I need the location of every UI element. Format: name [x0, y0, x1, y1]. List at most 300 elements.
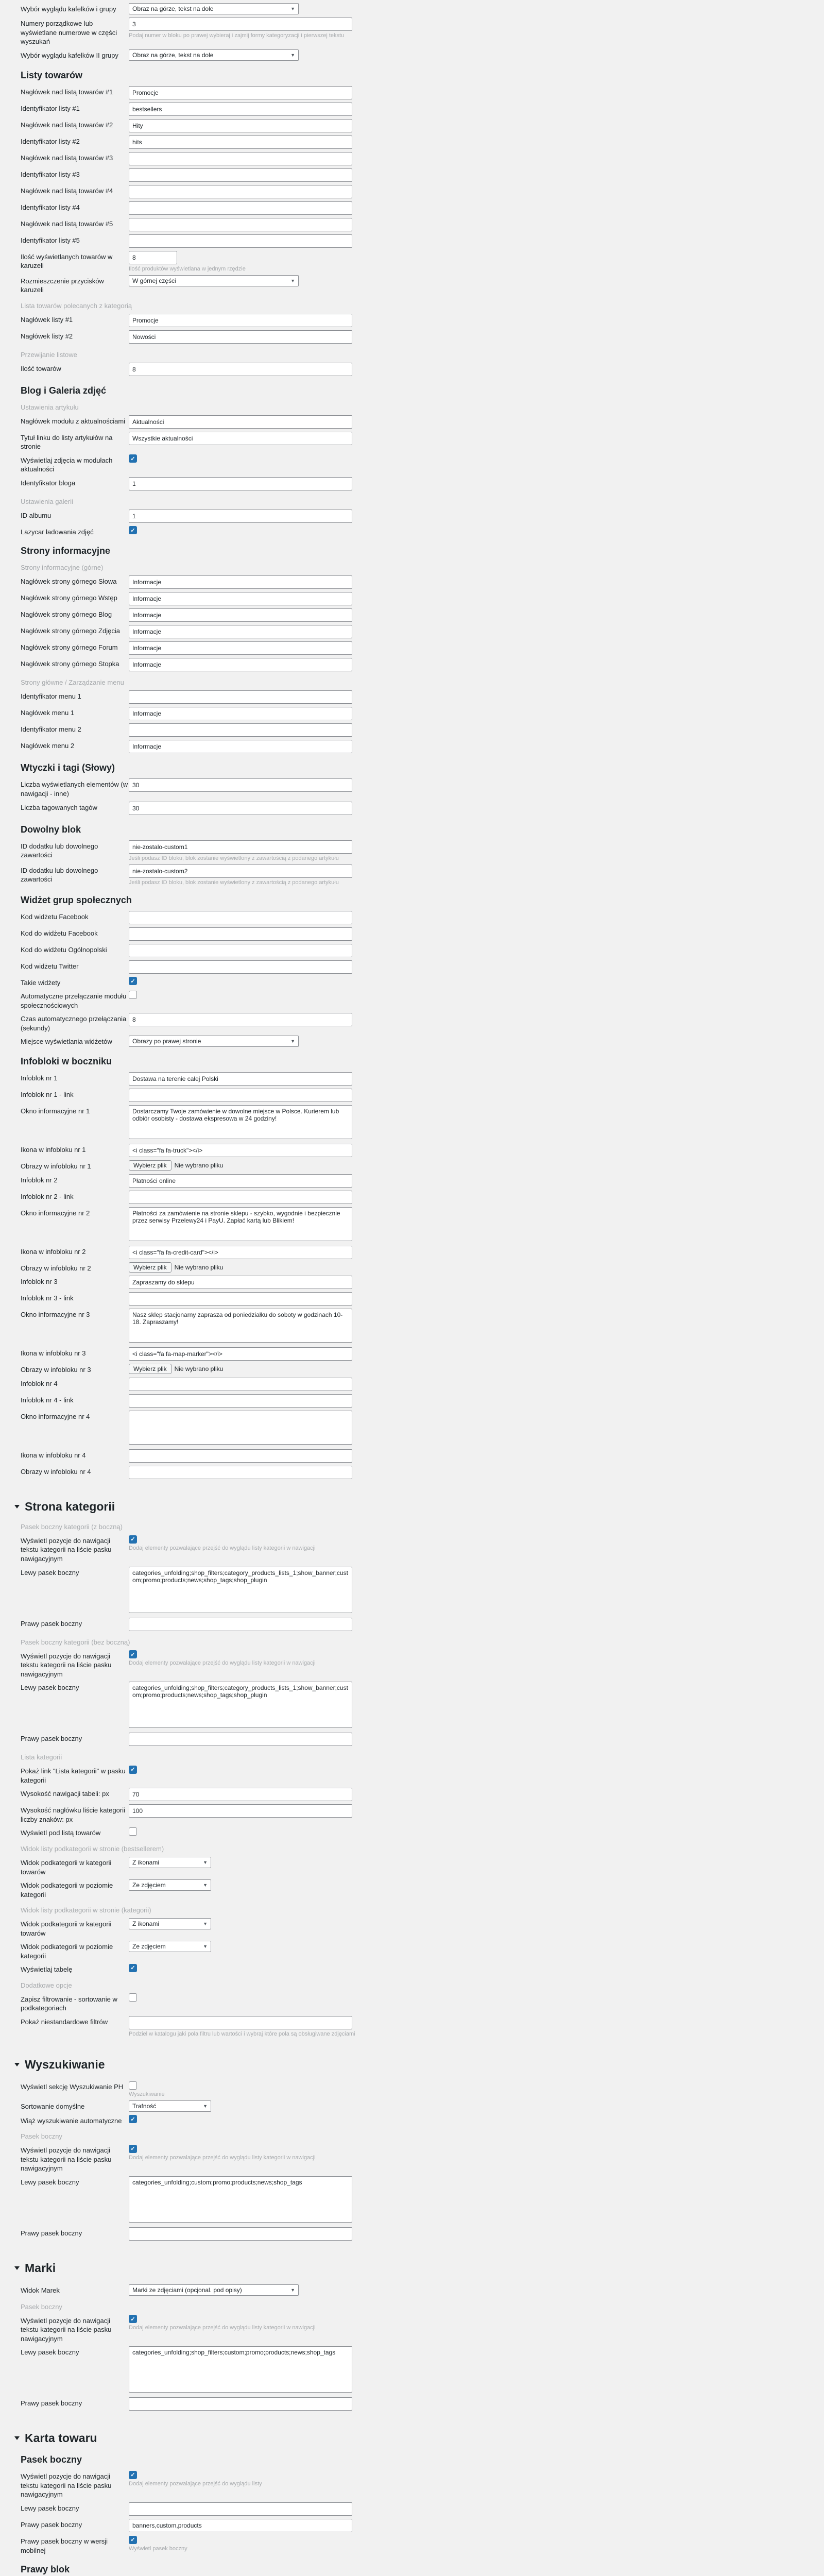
dowolny-1-input[interactable] [129, 865, 352, 878]
strony-4-row [21, 641, 824, 655]
widget-0-control [129, 911, 352, 924]
kategorie-2-input[interactable] [129, 1618, 352, 1631]
strony-menu-1-input[interactable] [129, 707, 352, 720]
listy-3-control [129, 135, 352, 149]
wyszukiwanie-0-checkbox[interactable] [129, 2081, 137, 2090]
kategorie-b-0-control [129, 1650, 316, 1667]
widget-0-label: Kod widżetu Facebook [21, 912, 89, 921]
kategorie-sel2-0-select[interactable] [129, 1918, 211, 1929]
karta-toggle[interactable] [14, 2431, 824, 2445]
wtyczki-0-input[interactable] [129, 778, 352, 792]
strony-1-label: Nagłówek strony górnego Wstęp [21, 594, 117, 602]
listy-5-control [129, 168, 352, 182]
top-2-control [129, 49, 299, 61]
widget-show-label: Takie widżety [21, 978, 61, 987]
kategorie-2-control [129, 1618, 352, 1631]
strony-0-row [21, 575, 824, 589]
widget-auto-checkbox[interactable] [129, 991, 137, 999]
wyszukiwanie-1-select-value: Trafność [132, 2102, 157, 2110]
kategorie-sel-0-select[interactable] [129, 1857, 211, 1868]
kategorie-0-checkbox[interactable]: ✓ [129, 1535, 137, 1544]
wyszukiwanie-0-label: Wyświetl sekcję Wyszukiwanie PH [21, 2082, 124, 2091]
listy-6-row [21, 185, 824, 198]
listy-count-hint: Ilość produktów wyświetlana w jednym rzędzie [129, 265, 246, 272]
widget-show-control [129, 977, 137, 986]
infoblok-7-control [129, 1207, 352, 1243]
infoblok-10-control [129, 1276, 352, 1289]
kategorie-1-row [21, 1567, 824, 1615]
kategorie-c-2-input[interactable] [129, 1804, 352, 1818]
strony-2-label: Nagłówek strony górnego Blog [21, 611, 112, 619]
infoblok-0-control [129, 1072, 352, 1086]
karta-pasek-1-input[interactable] [129, 2502, 352, 2516]
kategorie-sel2-0-select-value: Z ikonami [132, 1920, 160, 1928]
listy-6-control [129, 185, 352, 198]
infoblok-3-input[interactable] [129, 1144, 352, 1157]
kategorie-c-3-label: Wyświetl pod listą towarów [21, 1829, 101, 1837]
wyszukiwanie-2-control [129, 2115, 137, 2124]
infoblok-10-label: Infoblok nr 3 [21, 1278, 58, 1286]
strony-5-input[interactable] [129, 658, 352, 671]
listy-extra-0-control [129, 314, 352, 327]
infoblok-3-row [21, 1144, 824, 1157]
wtyczki-1-row [21, 802, 824, 815]
infoblok-12-control [129, 1309, 352, 1344]
strony-menu-3-input[interactable] [129, 740, 352, 753]
strony-4-control [129, 641, 352, 655]
kategorie-opt-0-row [21, 1993, 824, 2013]
infoblok-18-label: Ikona w infobloku nr 4 [21, 1451, 86, 1459]
widget-1-row [21, 927, 824, 941]
wtyczki-title: Wtyczki i tagi (Słowy) [21, 762, 115, 773]
dowolny-0-control [129, 840, 352, 861]
blog-album-label: ID albumu [21, 511, 52, 519]
infoblok-15-label: Infoblok nr 4 [21, 1379, 58, 1387]
karta-pasek-2-label: Prawy pasek boczny [21, 2521, 82, 2529]
kategorie-title: Strona kategorii [25, 1499, 115, 1513]
infobloki-title: Infobloki w boczniku [21, 1056, 112, 1067]
infoblok-2-control [129, 1105, 352, 1141]
kategorie-c-1-input[interactable] [129, 1788, 352, 1801]
listy-7-label: Identyfikator listy #4 [21, 203, 80, 211]
karta-pasek-0-row [21, 2470, 824, 2499]
listy-count-input[interactable] [129, 251, 177, 264]
strony-2-input[interactable] [129, 608, 352, 622]
listy-7-control [129, 201, 352, 215]
listy-9-control [129, 234, 352, 248]
top-1-hint: Podaj numer w bloku po prawej wybieraj i zajmij formy kategoryzacji i pierwszej tekstu [129, 32, 345, 39]
strony-menu-1-label: Nagłówek menu 1 [21, 709, 75, 717]
listy-8-input[interactable] [129, 218, 352, 231]
top-0-label: Wybór wyglądu kafelków i grupy [21, 5, 116, 13]
listy-count-row [21, 251, 824, 272]
chevron-down-icon: ▼ [290, 2287, 295, 2293]
kategorie-c-2-control [129, 1804, 352, 1818]
infoblok-3-control [129, 1144, 352, 1157]
listy-3-row [21, 135, 824, 149]
chevron-down-icon: ▼ [203, 1921, 208, 1927]
infoblok-15-input[interactable] [129, 1378, 352, 1391]
infoblok-1-control [129, 1089, 352, 1102]
top-2-select-value: Obraz na górze, tekst na dole [132, 51, 214, 59]
marki-b-2-control [129, 2397, 352, 2411]
chevron-down-icon: ▼ [290, 52, 295, 58]
listy-7-input[interactable] [129, 201, 352, 215]
infoblok-19-label: Obrazy w infobloku nr 4 [21, 1467, 91, 1476]
kategorie-b-2-input[interactable] [129, 1733, 352, 1746]
listy-5-input[interactable] [129, 168, 352, 182]
wyszukiwanie-1-label: Sortowanie domyślne [21, 2102, 85, 2110]
dowolny-0-input[interactable] [129, 840, 352, 854]
infoblok-7-textarea[interactable] [129, 1207, 352, 1241]
kategorie-sel-1-control [129, 1879, 211, 1891]
wyszukiwanie-0-row [21, 2081, 824, 2097]
marki-b-0-row [21, 2315, 824, 2344]
wyszukiwanie-1-row [21, 2100, 824, 2112]
dowolny-0-label: ID dodatku lub dowolnego zawartości [21, 842, 98, 859]
wyszukiwanie-b-0-checkbox[interactable]: ✓ [129, 2145, 137, 2153]
listy-extra-0-input[interactable] [129, 314, 352, 327]
widget-3-row [21, 960, 824, 974]
widget-position-row [21, 1036, 824, 1047]
infoblok-17-control [129, 1411, 352, 1446]
blog-1-input[interactable] [129, 432, 352, 445]
wtyczki-0-label: Liczba wyświetlanych elementów (w nawigacji - inne) [21, 781, 128, 798]
widget-3-control [129, 960, 352, 974]
kategorie-filters-control [129, 1963, 137, 1972]
kategorie-c-0-control [129, 1765, 137, 1774]
listy-1-control [129, 103, 352, 116]
kategorie-b-2-row [21, 1733, 824, 1746]
widget-delay-input[interactable] [129, 1013, 352, 1026]
blog-show-checkbox[interactable]: ✓ [129, 454, 137, 463]
kategorie-0-hint: Dodaj elementy pozwalające przejść do wyglądu listy kategorii w nawigacji [129, 1545, 316, 1551]
strony-menu-3-row [21, 740, 824, 753]
kategorie-2-label: Prawy pasek boczny [21, 1619, 82, 1628]
strony-1-control [129, 592, 352, 605]
marki-title: Marki [25, 2261, 56, 2275]
infoblok-13-row [21, 1347, 824, 1361]
infoblok-10-input[interactable] [129, 1276, 352, 1289]
infoblok-8-label: Ikona w infobloku nr 2 [21, 1247, 86, 1256]
kategorie-sel2-0-control [129, 1918, 211, 1929]
kategorie-opt-0-checkbox[interactable] [129, 1993, 137, 2002]
listy-4-control [129, 152, 352, 165]
collapse-arrow-icon [14, 1505, 20, 1509]
wtyczki-1-label: Liczba tagowanych tagów [21, 803, 97, 811]
infoblok-14-control [129, 1364, 223, 1374]
infoblok-6-control [129, 1191, 352, 1204]
kategorie-0-row [21, 1535, 824, 1564]
marki-b-0-checkbox[interactable]: ✓ [129, 2315, 137, 2323]
widget-1-label: Kod do widżetu Facebook [21, 929, 98, 937]
kategorie-sel-1-select-value: Ze zdjęciem [132, 1882, 166, 1889]
kategorie-opt-1-label: Pokaż niestandardowe filtrów [21, 2018, 108, 2026]
kategorie-b-1-textarea[interactable] [129, 1682, 352, 1728]
blog-lightbox-checkbox[interactable]: ✓ [129, 526, 137, 534]
infoblok-11-label: Infoblok nr 3 - link [21, 1294, 74, 1302]
listy-extra-1-row [21, 330, 824, 344]
infoblok-9-row [21, 1262, 824, 1273]
widget-delay-label: Czas automatycznego przełączania (sekundy) [21, 1015, 127, 1032]
kategorie-filters-checkbox[interactable]: ✓ [129, 1964, 137, 1972]
wyszukiwanie-b-1-textarea[interactable] [129, 2176, 352, 2223]
kategorie-filters-row [21, 1963, 824, 1974]
blog-show-row [21, 454, 824, 474]
infoblok-5-input[interactable] [129, 1174, 352, 1188]
listy-extra-1-control [129, 330, 352, 344]
marki-b-0-label: Wyświetl pozycje do nawigacji tekstu kategorii na liście pasku nawigacyjnym [21, 2316, 112, 2343]
karta-pasek-1-row [21, 2502, 824, 2516]
kategorie-opt-1-hint: Podziel w katalogu jaki pola filtru lub wartości i wybraj które pola są obsługiwane zdjęciami [129, 2030, 355, 2037]
kategorie-opt-1-input[interactable] [129, 2016, 352, 2029]
strony-menu-2-label: Identyfikator menu 2 [21, 725, 81, 734]
blog-lightbox-label: Lazycar ładowania zdjęć [21, 528, 94, 536]
widget-0-input[interactable] [129, 911, 352, 924]
infoblok-6-label: Infoblok nr 2 - link [21, 1192, 74, 1200]
infoblok-9-file-button[interactable]: Wybierz plik [129, 1262, 171, 1273]
infoblok-2-label: Okno informacyjne nr 1 [21, 1107, 90, 1115]
listy-5-label: Identyfikator listy #3 [21, 170, 80, 178]
kategorie-sel-0-row [21, 1857, 824, 1876]
kategorie-sel-1-row [21, 1879, 824, 1899]
strony-1-row [21, 592, 824, 605]
collapse-arrow-icon [14, 2266, 20, 2270]
blog-id-input[interactable] [129, 477, 352, 490]
listy-layout-row [21, 275, 824, 295]
infoblok-18-input[interactable] [129, 1449, 352, 1463]
wtyczki-1-input[interactable] [129, 802, 352, 815]
infoblok-13-input[interactable] [129, 1347, 352, 1361]
listy-subheading: Lista towarów polecanych z kategorią [21, 301, 132, 310]
widget-auto-label: Automatyczne przełączanie modułu społecznościowych [21, 992, 127, 1009]
wtyczki-0-control [129, 778, 352, 792]
listy-7-row [21, 201, 824, 215]
kategorie-sel-0-control [129, 1857, 211, 1868]
infoblok-19-control [129, 1466, 352, 1479]
strony-0-label: Nagłówek strony górnego Słowa [21, 578, 117, 586]
wyszukiwanie-2-checkbox[interactable]: ✓ [129, 2115, 137, 2123]
wyszukiwanie-b-0-label: Wyświetl pozycje do nawigacji tekstu kategorii na liście pasku nawigacyjnym [21, 2146, 112, 2173]
infoblok-4-row [21, 1160, 824, 1171]
blog-id-label: Identyfikator bloga [21, 479, 76, 487]
marki-0-label: Widok Marek [21, 2286, 60, 2294]
karta-pasek-title: Pasek boczny [21, 2454, 82, 2465]
strony-2-control [129, 608, 352, 622]
marki-b-2-input[interactable] [129, 2397, 352, 2411]
wyszukiwanie-0-control [129, 2081, 165, 2097]
infoblok-19-input[interactable] [129, 1466, 352, 1479]
listy-8-control [129, 218, 352, 231]
listy-layout-select-value: W górnej części [132, 277, 176, 284]
infoblok-6-row [21, 1191, 824, 1204]
karta-pasek-3-control [129, 2535, 187, 2552]
top-0-select[interactable] [129, 3, 299, 14]
marki-b-1-textarea[interactable] [129, 2346, 352, 2393]
kategorie-b-1-label: Lewy pasek boczny [21, 1684, 79, 1692]
infoblok-9-file-text: Nie wybrano pliku [174, 1263, 224, 1271]
listy-1-row [21, 103, 824, 116]
kategorie-opt-1-control [129, 2016, 355, 2037]
infoblok-18-control [129, 1449, 352, 1463]
wyszukiwanie-b-0-hint: Dodaj elementy pozwalające przejść do wyglądu listy kategorii w nawigacji [129, 2154, 316, 2161]
karta-pasek-2-input[interactable] [129, 2519, 352, 2532]
widget-position-select[interactable] [129, 1036, 299, 1047]
infoblok-14-file-button[interactable]: Wybierz plik [129, 1364, 171, 1374]
wtyczki-1-control [129, 802, 352, 815]
dowolny-1-control [129, 865, 352, 886]
blog-1-control [129, 432, 352, 445]
kategorie-sel-0-label: Widok podkategorii w kategorii towarów [21, 1858, 112, 1876]
widget-3-input[interactable] [129, 960, 352, 974]
kategorie-sel2-1-select[interactable] [129, 1941, 211, 1952]
kategorie-b-0-label: Wyświetl pozycje do nawigacji tekstu kategorii na liście pasku nawigacyjnym [21, 1652, 112, 1678]
marki-b-0-control [129, 2315, 316, 2331]
widget-2-input[interactable] [129, 944, 352, 957]
listy-scroll-input[interactable] [129, 363, 352, 376]
karta-pasek-3-row [21, 2535, 824, 2555]
kategorie-c-3-row [21, 1827, 824, 1838]
kategorie-sel-1-select[interactable] [129, 1879, 211, 1891]
wyszukiwanie-1-select[interactable] [129, 2100, 211, 2112]
listy-title: Listy towarów [21, 70, 83, 80]
karta-pasek-2-row [21, 2519, 824, 2532]
widget-2-label: Kod do widżetu Ogólnopolski [21, 945, 107, 954]
infoblok-15-control [129, 1378, 352, 1391]
listy-6-label: Nagłówek nad listą towarów #4 [21, 187, 113, 195]
strony-menu-0-label: Identyfikator menu 1 [21, 692, 81, 701]
widget-position-label: Miejsce wyświetlania widżetów [21, 1038, 112, 1046]
kategorie-1-label: Lewy pasek boczny [21, 1568, 79, 1577]
listy-6-input[interactable] [129, 185, 352, 198]
infoblok-8-control [129, 1246, 352, 1259]
marki-0-select[interactable] [129, 2284, 299, 2296]
strony-menu-2-control [129, 723, 352, 737]
listy-8-label: Nagłówek nad listą towarów #5 [21, 219, 113, 228]
listy-4-row [21, 152, 824, 165]
listy-1-input[interactable] [129, 103, 352, 116]
infoblok-11-input[interactable] [129, 1292, 352, 1306]
strony-0-input[interactable] [129, 575, 352, 589]
infoblok-5-label: Infoblok nr 2 [21, 1176, 58, 1184]
marki-toggle[interactable] [14, 2261, 824, 2275]
blog-0-row [21, 415, 824, 429]
kategorie-sel-0-select-value: Z ikonami [132, 1858, 160, 1866]
strony-menu-3-label: Nagłówek menu 2 [21, 742, 75, 750]
widget-0-row [21, 911, 824, 924]
listy-0-input[interactable] [129, 86, 352, 99]
strony-menu-2-row [21, 723, 824, 737]
kategorie-b-2-label: Prawy pasek boczny [21, 1735, 82, 1743]
listy-2-label: Nagłówek nad listą towarów #2 [21, 121, 113, 129]
widget-auto-control [129, 990, 137, 999]
infoblok-0-input[interactable] [129, 1072, 352, 1086]
widget-show-checkbox[interactable]: ✓ [129, 977, 137, 985]
infoblok-13-control [129, 1347, 352, 1361]
infoblok-0-row [21, 1072, 824, 1086]
strony-menu-0-input[interactable] [129, 690, 352, 704]
blog-0-label: Nagłówek modułu z aktualnościami [21, 417, 126, 425]
wyszukiwanie-toggle[interactable] [14, 2058, 824, 2072]
infoblok-14-file-text: Nie wybrano pliku [174, 1365, 224, 1373]
blog-0-control [129, 415, 352, 429]
wyszukiwanie-subheading: Pasek boczny [21, 2132, 62, 2141]
strony-menu-2-input[interactable] [129, 723, 352, 737]
wyszukiwanie-b-0-control [129, 2144, 316, 2161]
listy-3-input[interactable] [129, 135, 352, 149]
infoblok-12-label: Okno informacyjne nr 3 [21, 1311, 90, 1319]
kategorie-0-control [129, 1535, 316, 1551]
infoblok-2-row [21, 1105, 824, 1141]
wyszukiwanie-b-2-input[interactable] [129, 2227, 352, 2241]
collapse-arrow-icon [14, 2063, 20, 2066]
infoblok-16-control [129, 1394, 352, 1408]
strony-menu-1-control [129, 707, 352, 720]
blog-album-input[interactable] [129, 510, 352, 523]
infoblok-4-file-button[interactable]: Wybierz plik [129, 1160, 171, 1171]
listy-layout-select[interactable] [129, 275, 299, 286]
blog-id-control [129, 477, 352, 490]
infoblok-6-input[interactable] [129, 1191, 352, 1204]
infoblok-8-input[interactable] [129, 1246, 352, 1259]
dowolny-0-row [21, 840, 824, 861]
wyszukiwanie-b-1-row [21, 2176, 824, 2224]
kategorie-b-0-checkbox[interactable]: ✓ [129, 1650, 137, 1658]
kategorie-c-0-checkbox[interactable]: ✓ [129, 1766, 137, 1774]
blog-album-row [21, 510, 824, 523]
kategorie-sel2-0-row [21, 1918, 824, 1938]
karta-pasek-0-checkbox[interactable]: ✓ [129, 2471, 137, 2479]
chevron-down-icon: ▼ [290, 1039, 295, 1044]
infoblok-1-input[interactable] [129, 1089, 352, 1102]
top-2-select[interactable] [129, 49, 299, 61]
infoblok-12-textarea[interactable] [129, 1309, 352, 1343]
kategorie-2-row [21, 1618, 824, 1631]
wyszukiwanie-2-row [21, 2115, 824, 2126]
blog-1-label: Tytuł linku do listy artykułów na stronie [21, 433, 113, 451]
widget-position-select-value: Obrazy po prawej stronie [132, 1038, 201, 1045]
listy-2-input[interactable] [129, 119, 352, 132]
listy-9-input[interactable] [129, 234, 352, 248]
infoblok-16-input[interactable] [129, 1394, 352, 1408]
strony-0-control [129, 575, 352, 589]
strony-1-input[interactable] [129, 592, 352, 605]
infoblok-7-label: Okno informacyjne nr 2 [21, 1209, 90, 1217]
kategorie-c-3-checkbox[interactable] [129, 1827, 137, 1836]
karta-pasek-3-checkbox[interactable]: ✓ [129, 2536, 137, 2544]
kategorie-subheading2: Pasek boczny kategorii (bez boczną) [21, 1638, 130, 1646]
infoblok-1-label: Infoblok nr 1 - link [21, 1091, 74, 1099]
strony-3-input[interactable] [129, 625, 352, 638]
karta-pasek-0-hint: Dodaj elementy pozwalające przejść do wyglądu listy [129, 2480, 262, 2487]
strony-4-input[interactable] [129, 641, 352, 655]
widget-3-label: Kod widżetu Twitter [21, 962, 79, 970]
blog-0-input[interactable] [129, 415, 352, 429]
kategorie-c-1-control [129, 1788, 352, 1801]
infoblok-2-textarea[interactable] [129, 1105, 352, 1139]
widget-1-input[interactable] [129, 927, 352, 941]
listy-extra-1-label: Nagłówek listy #2 [21, 332, 73, 340]
infoblok-9-label: Obrazy w infobloku nr 2 [21, 1264, 91, 1272]
top-1-input[interactable] [129, 18, 352, 31]
listy-4-input[interactable] [129, 152, 352, 165]
kategorie-1-textarea[interactable] [129, 1567, 352, 1613]
kategorie-toggle[interactable] [14, 1500, 824, 1514]
blog-lightbox-row [21, 526, 824, 537]
widget-2-control [129, 944, 352, 957]
listy-extra-1-input[interactable] [129, 330, 352, 344]
infoblok-17-textarea[interactable] [129, 1411, 352, 1445]
